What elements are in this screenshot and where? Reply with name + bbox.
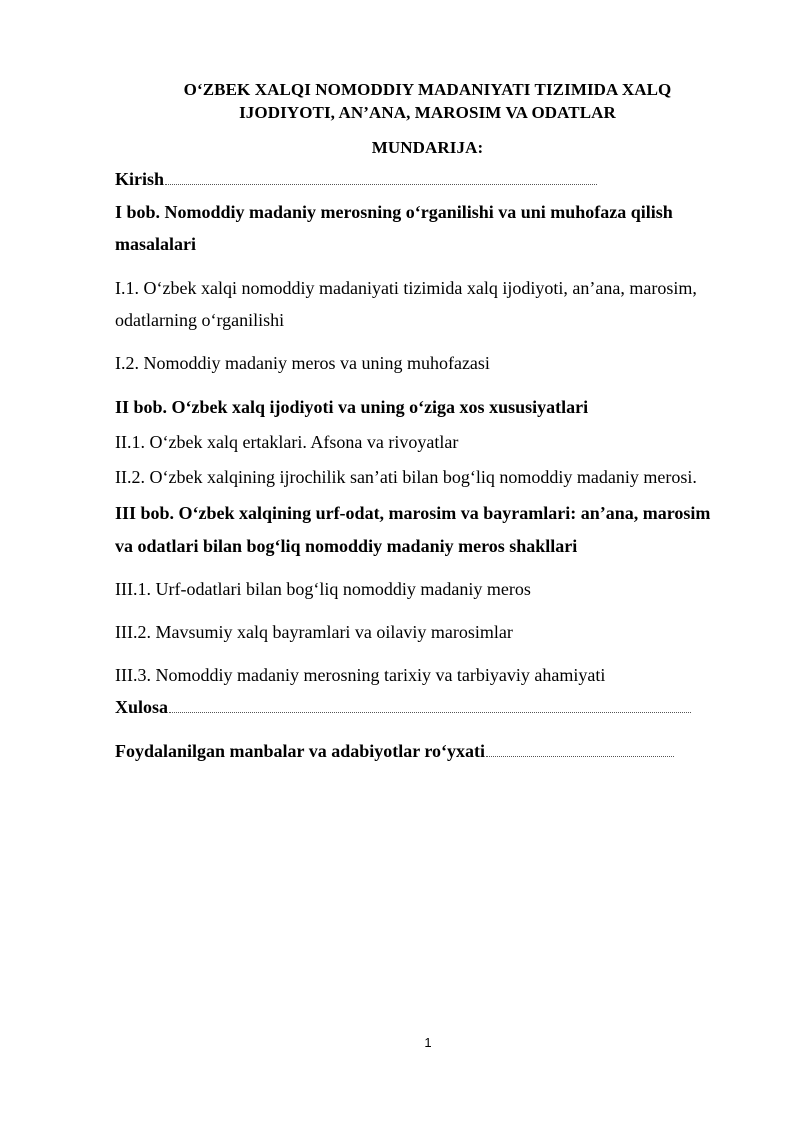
toc-entry-references-label: Foydalanilgan manbalar va adabiyotlar ro‘yxati (115, 741, 486, 761)
document-title-line-2: IJODIYOTI, AN’ANA, MAROSIM VA ODATLAR (239, 103, 616, 122)
document-title-line-1: O‘ZBEK XALQI NOMODDIY MADANIYATI TIZIMIDA XALQ (183, 80, 672, 99)
toc-section-3-2: III.2. Mavsumiy xalq bayramlari va oilaviy marosimlar (115, 622, 513, 642)
toc-chapter-2: II bob. O‘zbek xalq ijodiyoti va uning o‘ziga xos xususiyatlari (115, 397, 589, 417)
toc-chapter-3-line-1: III bob. O‘zbek xalqining urf-odat, marosim va bayramlari: an’ana, marosim (115, 503, 711, 523)
contents-heading: MUNDARIJA: (371, 138, 484, 157)
toc-entry-conclusion-label: Xulosa (115, 697, 169, 717)
toc-chapter-1-line-2: masalalari (115, 234, 196, 254)
toc-section-2-1: II.1. O‘zbek xalq ertaklari. Afsona va rivoyatlar (115, 432, 459, 452)
toc-section-3-1: III.1. Urf-odatlari bilan bog‘liq nomoddiy madaniy meros (115, 579, 531, 599)
toc-entry-intro (115, 168, 597, 190)
toc-chapter-3-line-2: va odatlari bilan bog‘liq nomoddiy madaniy meros shakllari (115, 536, 578, 556)
toc-entry-conclusion (115, 696, 691, 718)
toc-leader-dots (169, 711, 691, 713)
toc-section-2-2: II.2. O‘zbek xalqining ijrochilik san’ati bilan bog‘liq nomoddiy madaniy merosi. (115, 467, 697, 487)
page-number: 1 (424, 1035, 432, 1050)
toc-entry-intro-label: Kirish (115, 169, 165, 189)
toc-section-1-2: I.2. Nomoddiy madaniy meros va uning muhofazasi (115, 353, 490, 373)
toc-entry-references (115, 740, 674, 762)
toc-leader-dots (486, 755, 674, 757)
toc-chapter-1-line-1: I bob. Nomoddiy madaniy merosning o‘rganilishi va uni muhofaza qilish (115, 202, 673, 222)
toc-leader-dots (165, 183, 597, 185)
toc-section-1-1-line-1: I.1. O‘zbek xalqi nomoddiy madaniyati tizimida xalq ijodiyoti, an’ana, marosim, (115, 278, 697, 298)
toc-section-3-3: III.3. Nomoddiy madaniy merosning tarixiy va tarbiyaviy ahamiyati (115, 665, 606, 685)
toc-section-1-1-line-2: odatlarning o‘rganilishi (115, 310, 285, 330)
